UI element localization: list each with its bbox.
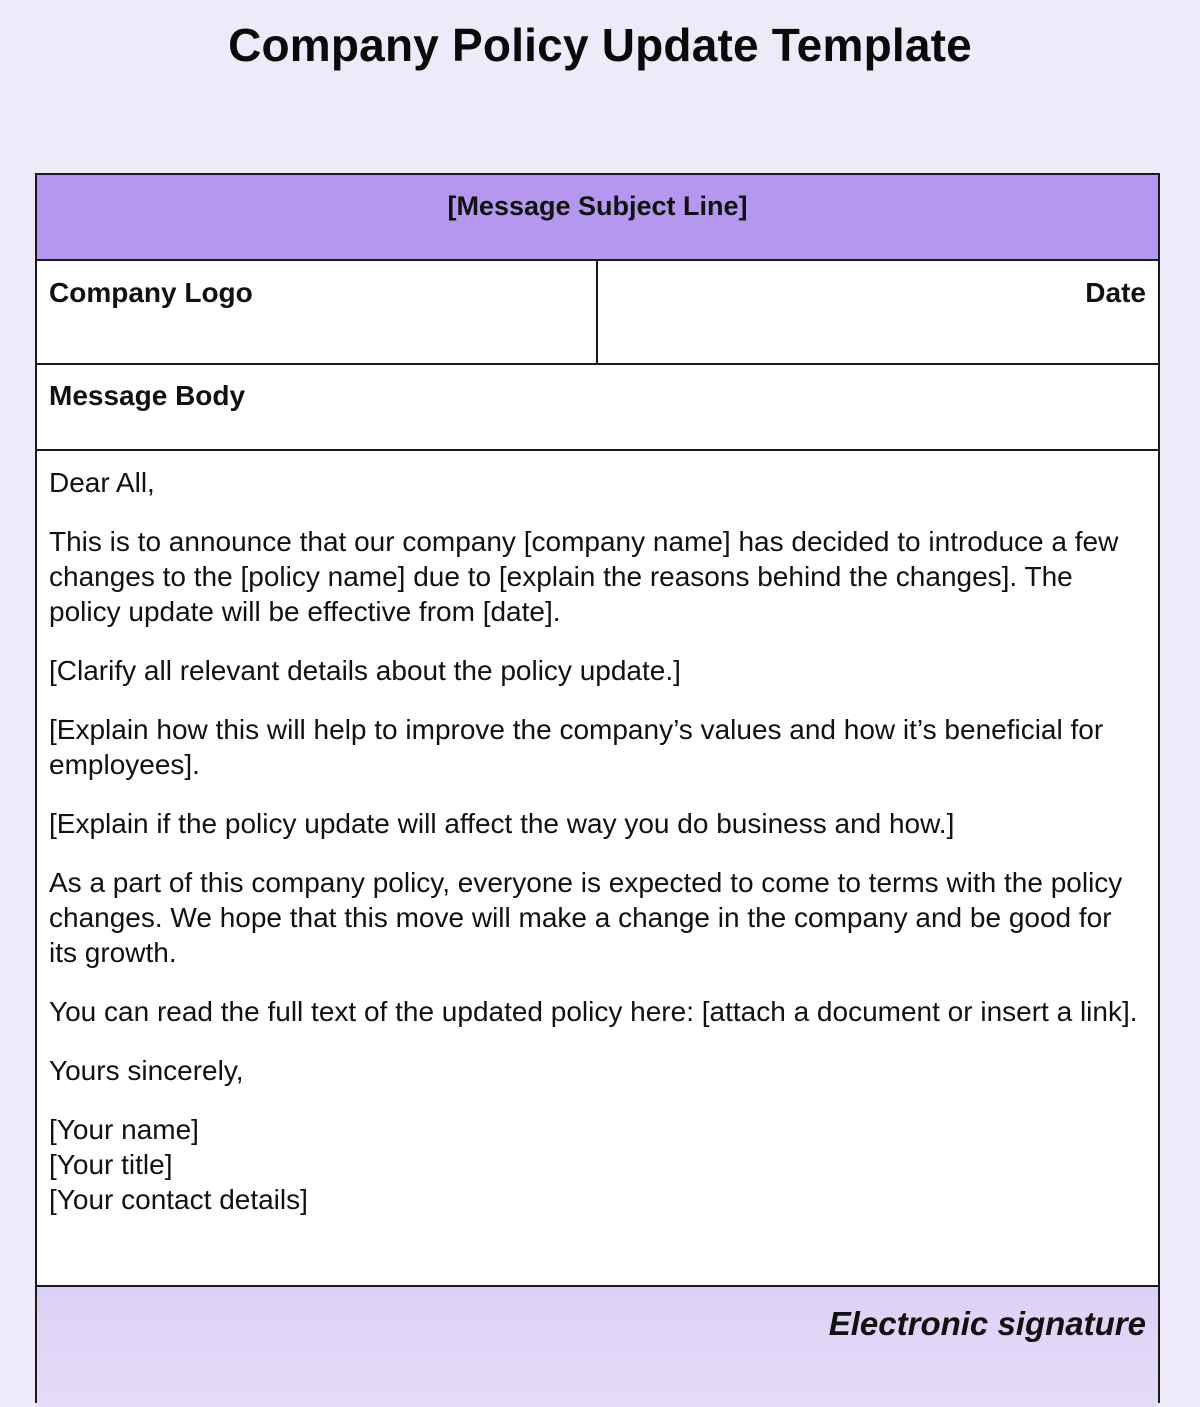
body-paragraph: [Explain if the policy update will affect the way you do business and how.]: [49, 808, 955, 839]
electronic-signature-label: Electronic signature: [828, 1305, 1146, 1342]
logo-date-row: [37, 261, 1158, 365]
sender-title: [Your title]: [49, 1149, 173, 1180]
date-label: Date: [1085, 277, 1146, 308]
message-body-header: [37, 365, 1158, 451]
sender-contact: [Your contact details]: [49, 1184, 308, 1215]
date-cell[interactable]: [598, 261, 1158, 363]
sender-block: [49, 1112, 1146, 1217]
company-logo-label: Company Logo: [49, 277, 253, 308]
company-logo-cell[interactable]: [37, 261, 598, 363]
message-body-label: Message Body: [49, 380, 246, 411]
subject-line-cell[interactable]: [37, 175, 1158, 261]
body-paragraph: As a part of this company policy, everyone is expected to come to terms with the policy changes. We hope that this move will make a change in the company and be good for its growth.: [49, 867, 1123, 968]
body-paragraph: You can read the full text of the updated policy here: [attach a document or insert a link].: [49, 996, 1138, 1027]
closing: Yours sincerely,: [49, 1055, 244, 1086]
greeting: Dear All,: [49, 467, 155, 498]
page-title: Company Policy Update Template: [228, 19, 972, 71]
body-paragraph: [Clarify all relevant details about the policy update.]: [49, 655, 681, 686]
sender-name: [Your name]: [49, 1114, 199, 1145]
body-paragraph: [Explain how this will help to improve the company’s values and how it’s beneficial for employees].: [49, 714, 1104, 780]
signature-cell[interactable]: [37, 1287, 1158, 1407]
message-body-content[interactable]: [37, 451, 1158, 1287]
subject-line-text: [Message Subject Line]: [447, 191, 748, 221]
body-paragraph: This is to announce that our company [company name] has decided to introduce a few changes to the [policy name] due to [explain the reasons behind the changes]. The policy update will be effective from [date].: [49, 526, 1119, 627]
policy-template-document: [35, 173, 1160, 1403]
